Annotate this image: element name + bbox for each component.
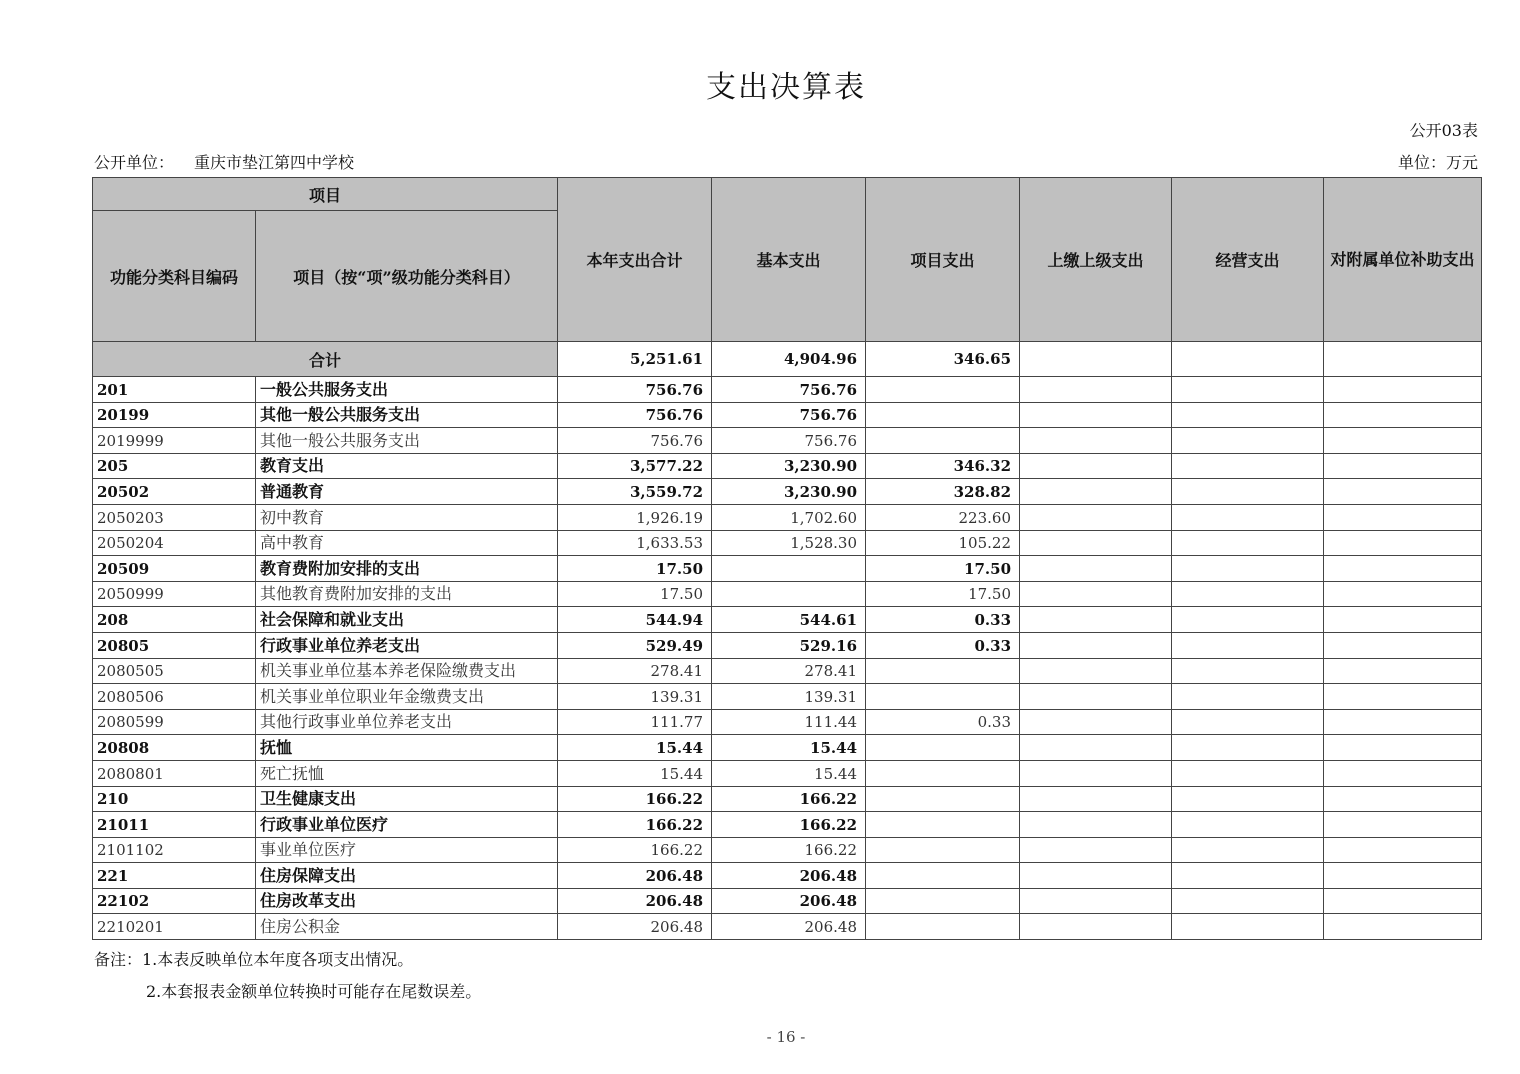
cell-subsidy (1324, 658, 1482, 684)
cell-total: 756.76 (558, 377, 712, 403)
table-row (93, 479, 1482, 505)
cell-basic: 3,230.90 (712, 479, 866, 505)
notes (94, 944, 481, 1008)
cell-upper (1020, 632, 1172, 658)
cell-business (1172, 786, 1324, 812)
cell-upper (1020, 428, 1172, 454)
cell-name: 其他行政事业单位养老支出 (256, 709, 558, 735)
cell-code: 20199 (93, 402, 256, 428)
table-row (93, 684, 1482, 710)
cell-business (1172, 914, 1324, 940)
cell-upper (1020, 888, 1172, 914)
cell-total: 139.31 (558, 684, 712, 710)
unit-label: 公开单位： (94, 153, 175, 172)
cell-business (1172, 402, 1324, 428)
cell-code: 20509 (93, 556, 256, 582)
cell-subsidy (1324, 786, 1482, 812)
page-number: - 16 - (766, 1028, 806, 1046)
cell-basic: 166.22 (712, 837, 866, 863)
cell-subsidy (1324, 709, 1482, 735)
cell-total: 756.76 (558, 402, 712, 428)
cell-code: 20805 (93, 632, 256, 658)
cell-subsidy (1324, 530, 1482, 556)
cell-upper (1020, 556, 1172, 582)
cell-business (1172, 863, 1324, 889)
table-row (93, 402, 1482, 428)
cell-basic: 15.44 (712, 735, 866, 761)
summary-basic: 4,904.96 (712, 342, 866, 377)
cell-name: 住房改革支出 (256, 888, 558, 914)
cell-basic: 1,702.60 (712, 504, 866, 530)
cell-basic: 206.48 (712, 888, 866, 914)
cell-total: 206.48 (558, 888, 712, 914)
cell-code: 205 (93, 453, 256, 479)
cell-name: 行政事业单位养老支出 (256, 632, 558, 658)
cell-total: 206.48 (558, 914, 712, 940)
cell-subsidy (1324, 428, 1482, 454)
note-2: 2.本套报表金额单位转换时可能存在尾数误差。 (146, 982, 482, 1001)
header-code: 功能分类科目编码 (93, 211, 256, 342)
cell-business (1172, 812, 1324, 838)
table-row (93, 760, 1482, 786)
page-title: 支出决算表 (706, 70, 866, 105)
cell-project (866, 377, 1020, 403)
cell-code: 2050204 (93, 530, 256, 556)
cell-project (866, 837, 1020, 863)
summary-subsidy (1324, 342, 1482, 377)
table-row (93, 735, 1482, 761)
cell-name: 普通教育 (256, 479, 558, 505)
cell-name: 机关事业单位基本养老保险缴费支出 (256, 658, 558, 684)
cell-subsidy (1324, 760, 1482, 786)
cell-subsidy (1324, 632, 1482, 658)
cell-name: 教育费附加安排的支出 (256, 556, 558, 582)
cell-basic: 15.44 (712, 760, 866, 786)
cell-upper (1020, 709, 1172, 735)
table-row (93, 504, 1482, 530)
cell-project: 223.60 (866, 504, 1020, 530)
cell-basic: 166.22 (712, 812, 866, 838)
cell-code: 2101102 (93, 837, 256, 863)
cell-name: 初中教育 (256, 504, 558, 530)
header-business: 经营支出 (1172, 178, 1324, 342)
cell-upper (1020, 684, 1172, 710)
cell-upper (1020, 735, 1172, 761)
header-project: 项目支出 (866, 178, 1020, 342)
reporting-unit (94, 150, 354, 173)
header-total: 本年支出合计 (558, 178, 712, 342)
cell-name: 抚恤 (256, 735, 558, 761)
cell-business (1172, 607, 1324, 633)
currency-unit: 单位：万元 (1397, 153, 1478, 172)
cell-name: 住房公积金 (256, 914, 558, 940)
cell-basic: 206.48 (712, 863, 866, 889)
cell-name: 死亡抚恤 (256, 760, 558, 786)
cell-total: 111.77 (558, 709, 712, 735)
cell-project: 0.33 (866, 632, 1020, 658)
cell-project (866, 760, 1020, 786)
cell-subsidy (1324, 504, 1482, 530)
cell-total: 756.76 (558, 428, 712, 454)
header-item: 项目 (93, 178, 558, 211)
cell-basic: 139.31 (712, 684, 866, 710)
cell-project: 0.33 (866, 709, 1020, 735)
cell-basic: 544.61 (712, 607, 866, 633)
cell-business (1172, 888, 1324, 914)
cell-name: 住房保障支出 (256, 863, 558, 889)
cell-project (866, 658, 1020, 684)
cell-basic: 278.41 (712, 658, 866, 684)
cell-business (1172, 709, 1324, 735)
summary-label: 合计 (93, 342, 558, 377)
cell-code: 2050999 (93, 581, 256, 607)
cell-subsidy (1324, 863, 1482, 889)
cell-name: 社会保障和就业支出 (256, 607, 558, 633)
table-row (93, 453, 1482, 479)
cell-basic (712, 556, 866, 582)
cell-name: 其他一般公共服务支出 (256, 428, 558, 454)
cell-total: 1,633.53 (558, 530, 712, 556)
cell-code: 2050203 (93, 504, 256, 530)
cell-project (866, 428, 1020, 454)
cell-upper (1020, 504, 1172, 530)
header-basic: 基本支出 (712, 178, 866, 342)
cell-business (1172, 684, 1324, 710)
cell-business (1172, 658, 1324, 684)
table-row (93, 914, 1482, 940)
cell-total: 544.94 (558, 607, 712, 633)
table-row (93, 812, 1482, 838)
cell-name: 机关事业单位职业年金缴费支出 (256, 684, 558, 710)
cell-basic: 3,230.90 (712, 453, 866, 479)
cell-upper (1020, 760, 1172, 786)
cell-project: 328.82 (866, 479, 1020, 505)
cell-upper (1020, 812, 1172, 838)
cell-upper (1020, 914, 1172, 940)
cell-project: 17.50 (866, 581, 1020, 607)
cell-basic: 166.22 (712, 786, 866, 812)
cell-code: 208 (93, 607, 256, 633)
cell-upper (1020, 402, 1172, 428)
cell-code: 2080599 (93, 709, 256, 735)
cell-basic: 206.48 (712, 914, 866, 940)
cell-business (1172, 453, 1324, 479)
cell-total: 166.22 (558, 812, 712, 838)
cell-total: 206.48 (558, 863, 712, 889)
cell-subsidy (1324, 837, 1482, 863)
cell-upper (1020, 863, 1172, 889)
cell-upper (1020, 581, 1172, 607)
cell-upper (1020, 786, 1172, 812)
cell-total: 17.50 (558, 581, 712, 607)
cell-subsidy (1324, 556, 1482, 582)
cell-name: 其他教育费附加安排的支出 (256, 581, 558, 607)
cell-subsidy (1324, 812, 1482, 838)
cell-code: 2080505 (93, 658, 256, 684)
summary-total: 5,251.61 (558, 342, 712, 377)
cell-upper (1020, 658, 1172, 684)
cell-code: 2080801 (93, 760, 256, 786)
cell-code: 2080506 (93, 684, 256, 710)
cell-total: 166.22 (558, 837, 712, 863)
org-name: 重庆市垫江第四中学校 (194, 153, 355, 172)
cell-subsidy (1324, 607, 1482, 633)
cell-project: 0.33 (866, 607, 1020, 633)
cell-upper (1020, 453, 1172, 479)
cell-upper (1020, 479, 1172, 505)
cell-subsidy (1324, 402, 1482, 428)
cell-project (866, 863, 1020, 889)
cell-total: 17.50 (558, 556, 712, 582)
cell-total: 278.41 (558, 658, 712, 684)
table-row (93, 863, 1482, 889)
cell-subsidy (1324, 684, 1482, 710)
cell-name: 卫生健康支出 (256, 786, 558, 812)
cell-total: 529.49 (558, 632, 712, 658)
cell-basic: 1,528.30 (712, 530, 866, 556)
summary-business (1172, 342, 1324, 377)
table-row (93, 709, 1482, 735)
expenditure-table (92, 177, 1482, 940)
summary-upper (1020, 342, 1172, 377)
header-upper: 上缴上级支出 (1020, 178, 1172, 342)
table-row (93, 786, 1482, 812)
cell-code: 2019999 (93, 428, 256, 454)
table-row (93, 658, 1482, 684)
cell-name: 教育支出 (256, 453, 558, 479)
cell-project: 105.22 (866, 530, 1020, 556)
table-row (93, 581, 1482, 607)
cell-code: 22102 (93, 888, 256, 914)
cell-basic: 756.76 (712, 377, 866, 403)
cell-business (1172, 760, 1324, 786)
cell-total: 15.44 (558, 760, 712, 786)
cell-project (866, 402, 1020, 428)
cell-subsidy (1324, 377, 1482, 403)
summary-row (93, 342, 1482, 377)
cell-business (1172, 479, 1324, 505)
cell-business (1172, 428, 1324, 454)
cell-code: 210 (93, 786, 256, 812)
cell-code: 21011 (93, 812, 256, 838)
cell-code: 20808 (93, 735, 256, 761)
cell-business (1172, 556, 1324, 582)
table-row (93, 530, 1482, 556)
cell-name: 高中教育 (256, 530, 558, 556)
cell-subsidy (1324, 888, 1482, 914)
cell-code: 20502 (93, 479, 256, 505)
form-number: 公开03表 (1409, 121, 1478, 140)
header-name: 项目（按“项”级功能分类科目） (256, 211, 558, 342)
cell-subsidy (1324, 581, 1482, 607)
cell-project (866, 786, 1020, 812)
table-row (93, 556, 1482, 582)
cell-business (1172, 530, 1324, 556)
cell-project: 346.32 (866, 453, 1020, 479)
cell-basic: 756.76 (712, 428, 866, 454)
header-subsidy: 对附属单位补助支出 (1324, 178, 1482, 342)
cell-subsidy (1324, 735, 1482, 761)
cell-code: 201 (93, 377, 256, 403)
summary-project: 346.65 (866, 342, 1020, 377)
cell-business (1172, 504, 1324, 530)
table-row (93, 607, 1482, 633)
cell-name: 事业单位医疗 (256, 837, 558, 863)
cell-project (866, 914, 1020, 940)
cell-project (866, 888, 1020, 914)
cell-name: 其他一般公共服务支出 (256, 402, 558, 428)
cell-project: 17.50 (866, 556, 1020, 582)
cell-business (1172, 377, 1324, 403)
cell-total: 3,559.72 (558, 479, 712, 505)
cell-basic (712, 581, 866, 607)
cell-code: 221 (93, 863, 256, 889)
cell-upper (1020, 837, 1172, 863)
cell-name: 一般公共服务支出 (256, 377, 558, 403)
cell-subsidy (1324, 914, 1482, 940)
cell-subsidy (1324, 453, 1482, 479)
cell-business (1172, 632, 1324, 658)
cell-basic: 529.16 (712, 632, 866, 658)
cell-total: 15.44 (558, 735, 712, 761)
table-row (93, 888, 1482, 914)
cell-upper (1020, 530, 1172, 556)
table-row (93, 632, 1482, 658)
note-1: 备注：1.本表反映单位本年度各项支出情况。 (94, 950, 414, 969)
cell-basic: 111.44 (712, 709, 866, 735)
table-row (93, 428, 1482, 454)
cell-project (866, 812, 1020, 838)
cell-total: 1,926.19 (558, 504, 712, 530)
cell-subsidy (1324, 479, 1482, 505)
cell-business (1172, 837, 1324, 863)
cell-project (866, 735, 1020, 761)
table-row (93, 837, 1482, 863)
table-row (93, 377, 1482, 403)
cell-business (1172, 581, 1324, 607)
cell-code: 2210201 (93, 914, 256, 940)
cell-total: 166.22 (558, 786, 712, 812)
cell-basic: 756.76 (712, 402, 866, 428)
cell-project (866, 684, 1020, 710)
cell-name: 行政事业单位医疗 (256, 812, 558, 838)
cell-upper (1020, 607, 1172, 633)
cell-business (1172, 735, 1324, 761)
cell-total: 3,577.22 (558, 453, 712, 479)
cell-upper (1020, 377, 1172, 403)
